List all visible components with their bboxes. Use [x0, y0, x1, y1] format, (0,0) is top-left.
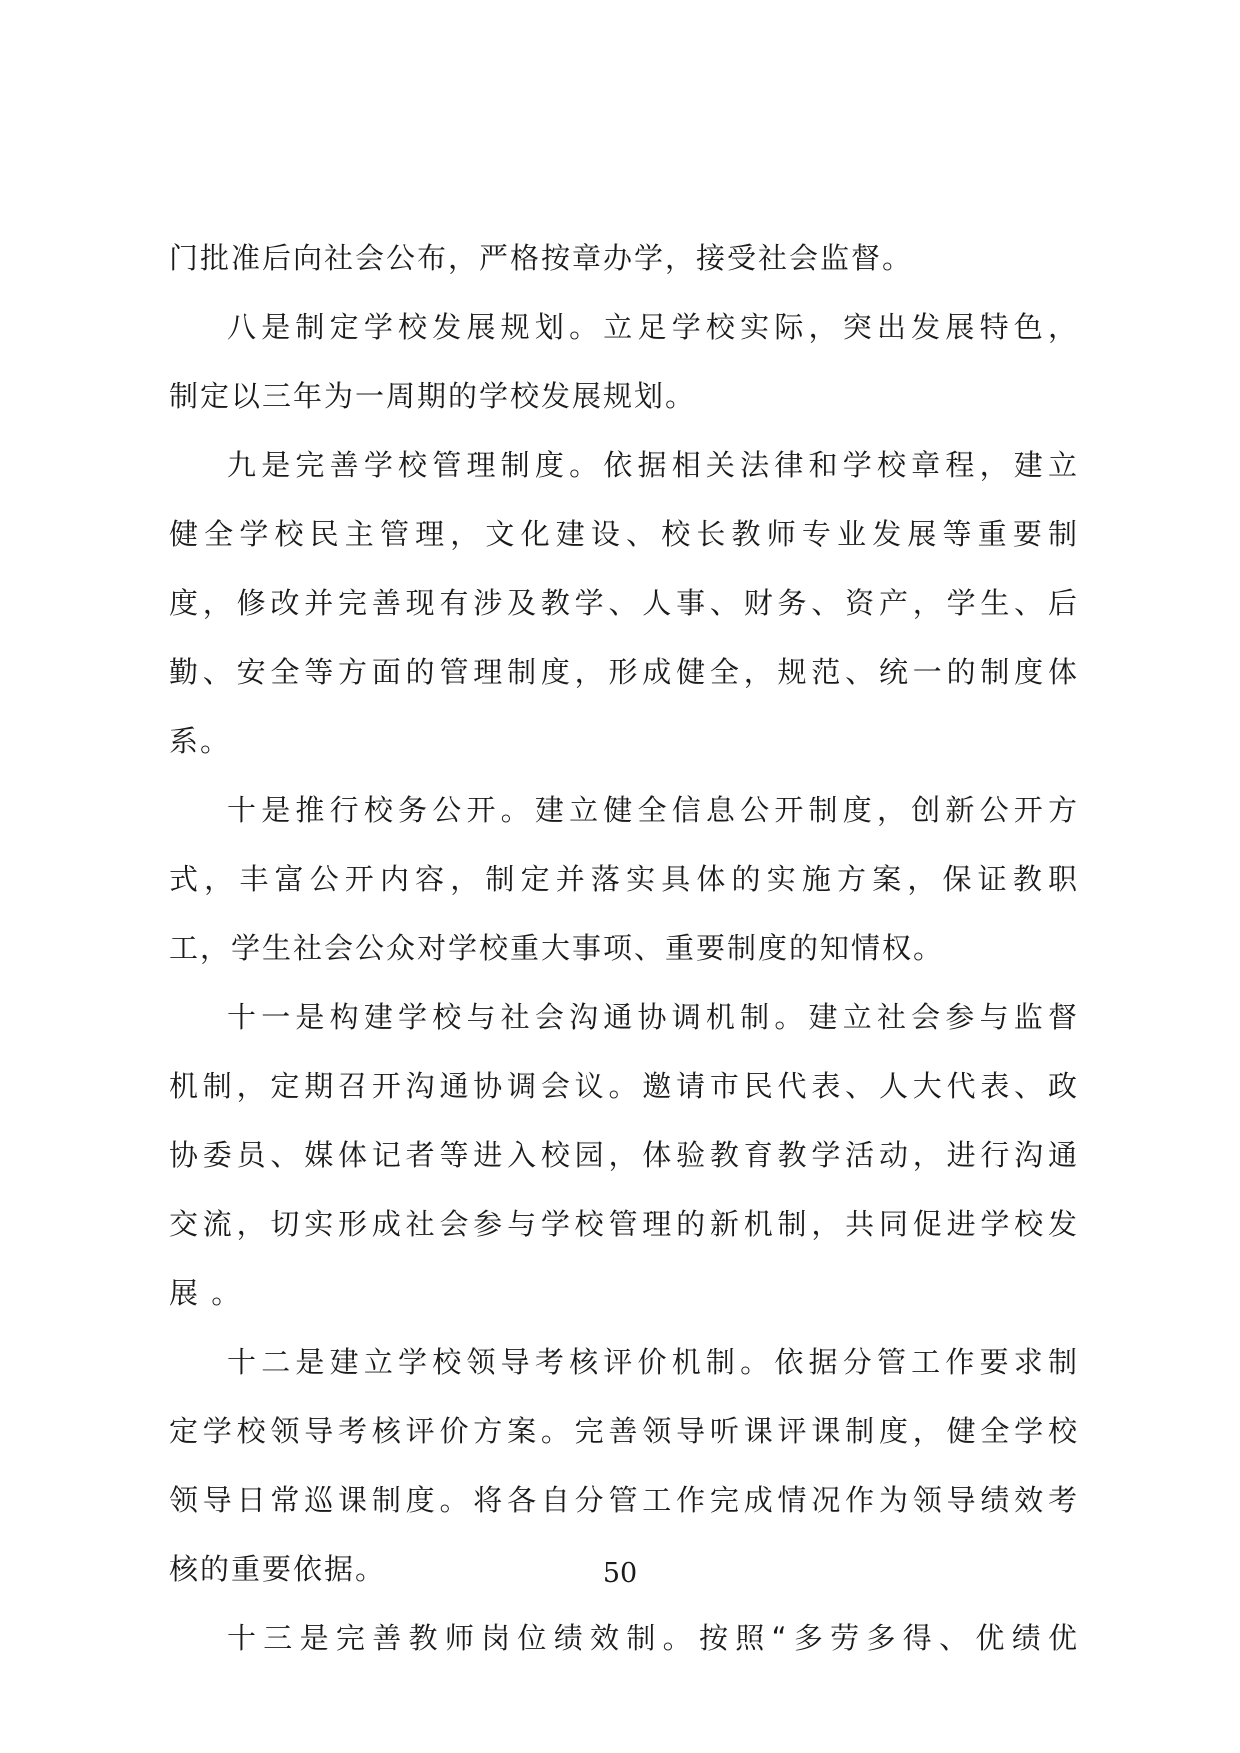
- text-line: 十二是建立学校领导考核评价机制。依据分管工作要求制: [227, 1345, 1079, 1379]
- text-line: 机制，定期召开沟通协调会议。邀请市民代表、人大代表、政: [169, 1069, 1079, 1103]
- text-line: 领导日常巡课制度。将各自分管工作完成情况作为领导绩效考: [169, 1483, 1079, 1517]
- text-line: 八是制定学校发展规划。立足学校实际，突出发展特色，: [227, 310, 1079, 344]
- text-line: 定学校领导考核评价方案。完善领导听课评课制度，健全学校: [169, 1414, 1079, 1448]
- text-line: 十是推行校务公开。建立健全信息公开制度，创新公开方: [227, 793, 1079, 827]
- text-line: 交流，切实形成社会参与学校管理的新机制，共同促进学校发: [169, 1207, 1079, 1241]
- text-line: 十一是构建学校与社会沟通协调机制。建立社会参与监督: [227, 1000, 1079, 1034]
- text-line: 九是完善学校管理制度。依据相关法律和学校章程，建立: [227, 448, 1079, 482]
- page-number: 50: [602, 1558, 638, 1589]
- text-line: 系。: [169, 724, 232, 758]
- text-line: 核的重要依据。: [169, 1552, 387, 1586]
- text-line: 勤、安全等方面的管理制度，形成健全，规范、统一的制度体: [169, 655, 1079, 689]
- text-line: 度，修改并完善现有涉及教学、人事、财务、资产，学生、后: [169, 586, 1079, 620]
- text-line: 展 。: [169, 1276, 243, 1310]
- text-line: 十三是完善教师岗位绩效制。按照“多劳多得、优绩优: [227, 1621, 1079, 1655]
- text-line: 工，学生社会公众对学校重大事项、重要制度的知情权。: [169, 931, 945, 965]
- body-text: [169, 224, 1079, 1673]
- text-line: 门批准后向社会公布，严格按章办学，接受社会监督。: [169, 241, 914, 275]
- text-line: 健全学校民主管理，文化建设、校长教师专业发展等重要制: [169, 517, 1079, 551]
- text-line: 制定以三年为一周期的学校发展规划。: [169, 379, 697, 413]
- text-line: 协委员、媒体记者等进入校园，体验教育教学活动，进行沟通: [169, 1138, 1079, 1172]
- text-line: 式，丰富公开内容，制定并落实具体的实施方案，保证教职: [169, 862, 1079, 896]
